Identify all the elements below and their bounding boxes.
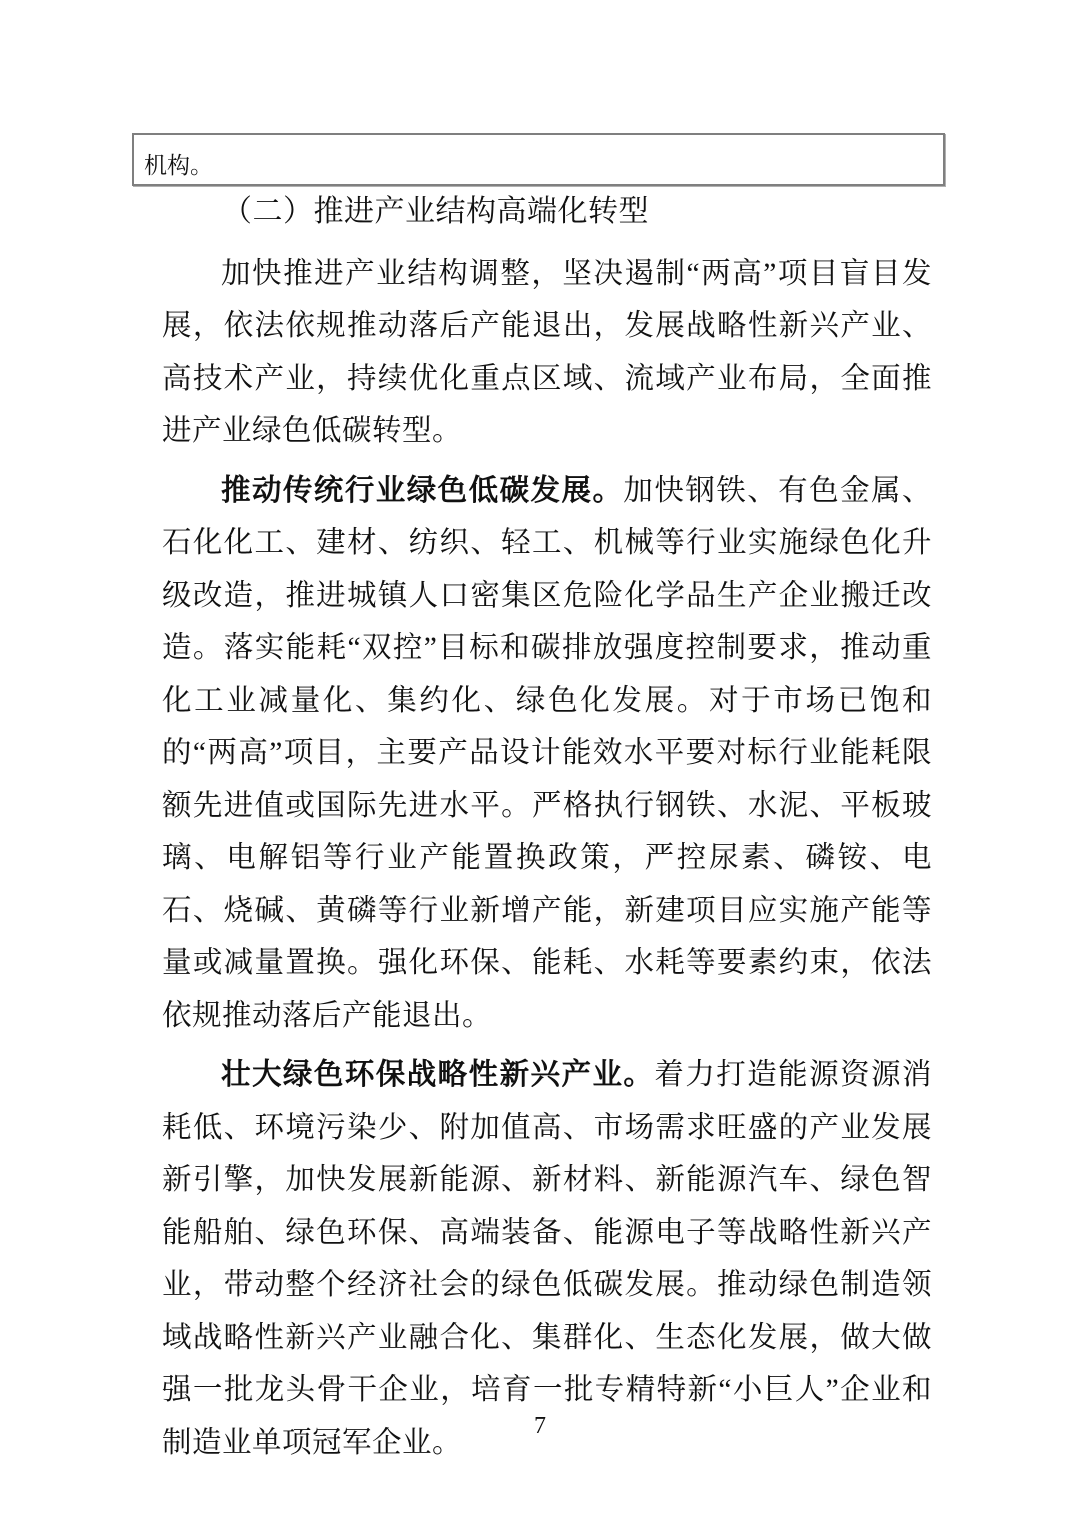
carryover-text: 机构。 [144,153,213,178]
section-heading: （二）推进产业结构高端化转型 [222,195,649,228]
paragraph-2 [162,465,932,1043]
paragraph-3-lead: 壮大绿色环保战略性新兴产业。 [221,1059,655,1091]
paragraph-2-lead: 推动传统行业绿色低碳发展。 [221,474,624,507]
page-number: 7 [534,1413,546,1439]
paragraph-1 [162,248,932,458]
carryover-textbox [132,133,945,186]
paragraph-1-text: 加快推进产业结构调整，坚决遏制“两高”项目盲目发展，依法依规推动落后产能退出，发展战略性新兴产业、高技术产业，持续优化重点区域、流域产业布局，全面推进产业绿色低碳转型。 [162,257,932,447]
document-body [162,186,932,1476]
paragraph-3 [162,1049,932,1469]
paragraph-2-text: 加快钢铁、有色金属、石化化工、建材、纺织、轻工、机械等行业实施绿色化升级改造，推进城镇人口密集区危险化学品生产企业搬迁改造。落实能耗“双控”目标和碳排放强度控制要求，推动重化工业减量化、集约化、绿色化发展。对于市场已饱和的“两高”项目，主要产品设计能效水平要对标行业能耗限额先进值或国际先进水平。严格执行钢铁、水泥、平板玻璃、电解铝等行业产能置换政策，严控尿素、磷铵、电石、烧碱、黄磷等行业新增产能，新建项目应实施产能等量或减量置换。强化环保、能耗、水耗等要素约束，依法依规推动落后产能退出。 [162,474,932,1032]
paragraph-3-text: 着力打造能源资源消耗低、环境污染少、附加值高、市场需求旺盛的产业发展新引擎，加快发展新能源、新材料、新能源汽车、绿色智能船舶、绿色环保、高端装备、能源电子等战略性新兴产业，带动整个经济社会的绿色低碳发展。推动绿色制造领域战略性新兴产业融合化、集群化、生态化发展，做大做强一批龙头骨干企业，培育一批专精特新“小巨人”企业和制造业单项冠军企业。 [162,1059,932,1459]
